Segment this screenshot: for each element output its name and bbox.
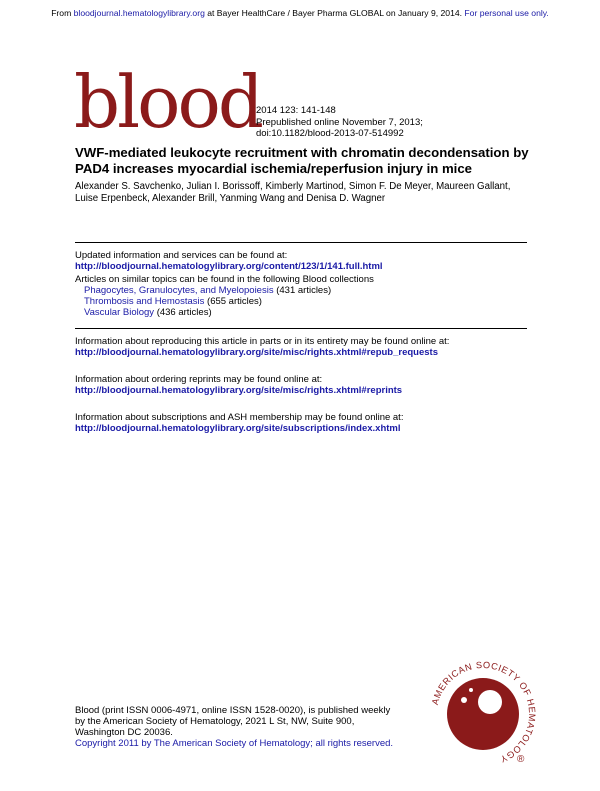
reproducing-label: Information about reproducing this article in parts or in its entirety may be found online at:	[75, 336, 450, 347]
reprints-link[interactable]: http://bloodjournal.hematologylibrary.org/site/misc/rights.xhtml#reprints	[75, 385, 403, 396]
collection-link-vascular[interactable]: Vascular Biology	[84, 307, 155, 318]
citation-volume: 2014 123: 141-148	[256, 105, 336, 116]
seal-text: AMERICAN SOCIETY OF HEMATOLOGY	[429, 659, 538, 765]
copyright-link[interactable]: Copyright 2011 by The American Society of Hematology; all rights reserved.	[75, 738, 394, 749]
subscriptions-section	[75, 412, 535, 434]
subscriptions-label: Information about subscriptions and ASH membership may be found online at:	[75, 412, 404, 423]
collection-item	[75, 307, 535, 318]
collection-link-phagocytes[interactable]: Phagocytes, Granulocytes, and Myelopoiesis	[84, 285, 274, 296]
collection-count: (436 articles)	[156, 307, 212, 318]
citation-block	[256, 105, 423, 140]
updates-label: Updated information and services can be found at:	[75, 250, 288, 261]
reproducing-link[interactable]: http://bloodjournal.hematologylibrary.org/site/misc/rights.xhtml#repub_requests	[75, 347, 438, 358]
article-title: VWF-mediated leukocyte recruitment with chromatin decondensation by PAD4 increases myocardial ischemia/reperfusion injury in mice	[75, 145, 529, 176]
reprints-label: Information about ordering reprints may be found online at:	[75, 374, 323, 385]
ash-seal	[427, 658, 539, 770]
collections-section	[75, 274, 535, 318]
footer-publisher: by the American Society of Hematology, 2021 L St, NW, Suite 900,	[75, 716, 355, 727]
site-link[interactable]: bloodjournal.hematologylibrary.org	[73, 8, 205, 18]
footer-issn: Blood (print ISSN 0006-4971, online ISSN 1528-0020), is published weekly	[75, 705, 391, 716]
updates-link[interactable]: http://bloodjournal.hematologylibrary.org/content/123/1/141.full.html	[75, 261, 383, 272]
collections-label: Articles on similar topics can be found in the following Blood collections	[75, 274, 374, 285]
download-notice	[40, 8, 560, 19]
citation-prepublished: Prepublished online November 7, 2013;	[256, 116, 423, 128]
collection-item	[75, 296, 535, 307]
seal-disc	[447, 678, 519, 750]
access-text: at Bayer HealthCare / Bayer Pharma GLOBAL on January 9, 2014.	[207, 8, 463, 18]
collection-count: (431 articles)	[276, 285, 332, 296]
updates-section	[75, 250, 535, 272]
article-authors: Alexander S. Savchenko, Julian I. Borissoff, Kimberly Martinod, Simon F. De Meyer, Maureen Gallant, Luise Erpenbeck, Alexander Brill, Yanming Wang and Denisa D. Wagner	[75, 181, 511, 204]
divider-bottom	[75, 328, 527, 329]
collection-count: (655 articles)	[207, 296, 262, 307]
citation-doi: doi:10.1182/blood-2013-07-514992	[256, 128, 404, 139]
personal-use-link[interactable]: For personal use only.	[464, 8, 549, 18]
divider-top	[75, 242, 527, 243]
publisher-footer	[75, 705, 425, 749]
reproducing-section	[75, 336, 535, 358]
seal-dot	[469, 688, 473, 692]
registered-mark: ®	[517, 754, 525, 765]
collection-link-thrombosis[interactable]: Thrombosis and Hemostasis	[84, 296, 205, 307]
collection-item	[75, 285, 535, 296]
reprints-section	[75, 374, 535, 396]
footer-address: Washington DC 20036.	[75, 727, 173, 738]
seal-cell	[478, 690, 502, 714]
from-label: From	[51, 8, 72, 18]
blood-logo: blood	[74, 60, 261, 144]
seal-dot	[461, 697, 467, 703]
subscriptions-link[interactable]: http://bloodjournal.hematologylibrary.org/site/subscriptions/index.xhtml	[75, 423, 401, 434]
